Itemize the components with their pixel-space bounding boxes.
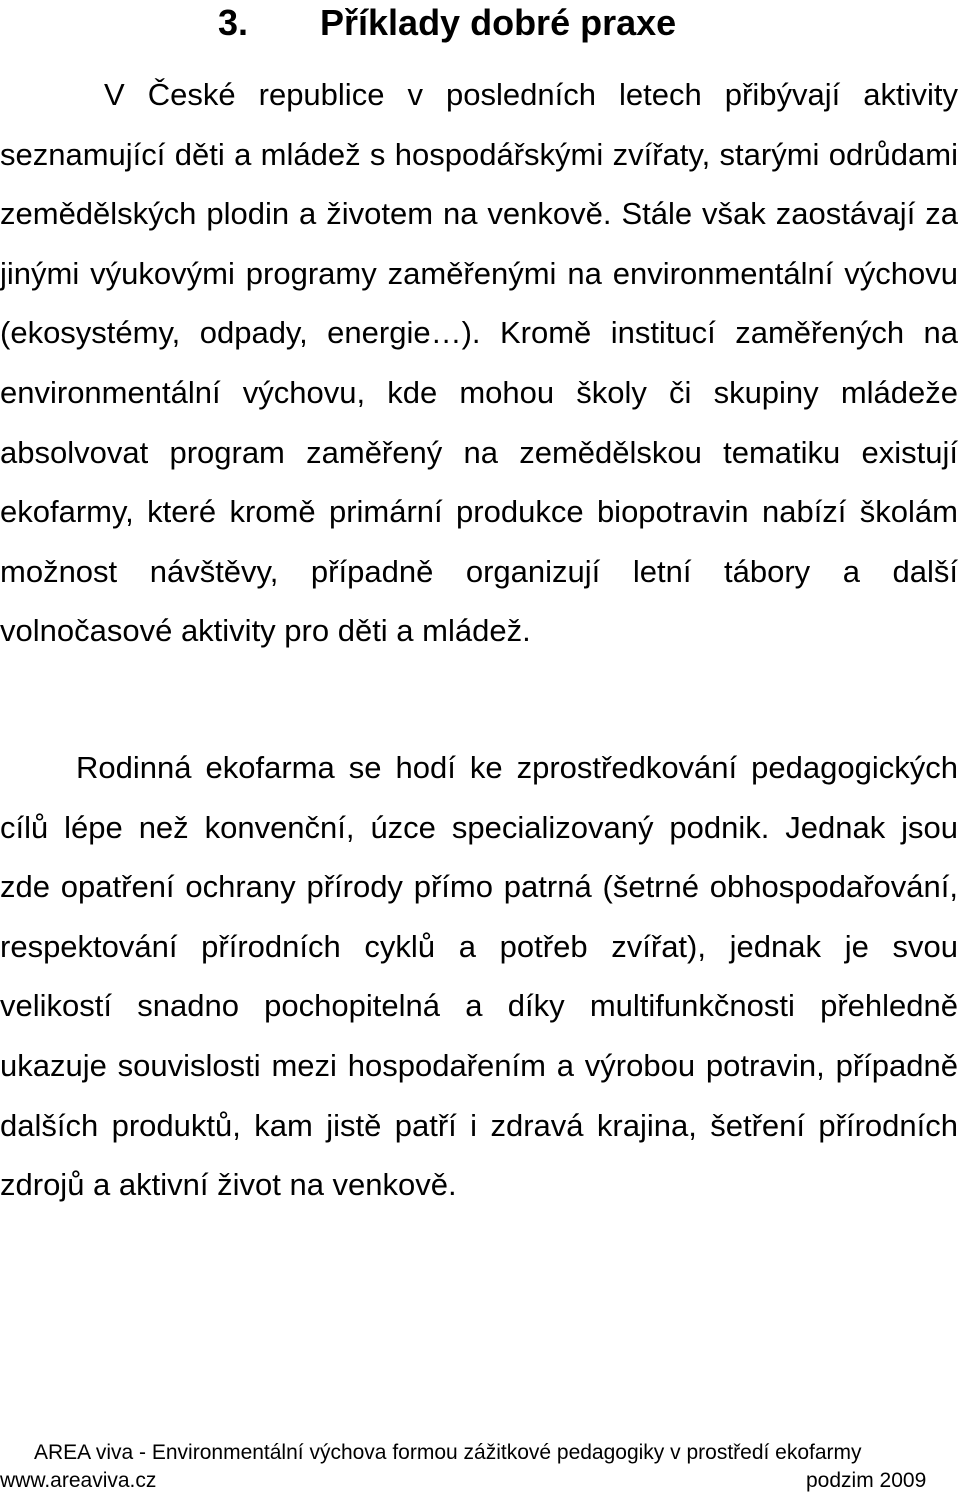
section-number: 3.	[218, 2, 249, 43]
section-title: Příklady dobré praxe	[320, 2, 677, 43]
paragraph-2: Rodinná ekofarma se hodí ke zprostředkování pedagogických cílů lépe než konvenční, úzce specializovaný podnik. Jednak jsou zde opatření ochrany přírody přímo patrná (šetrné obhospodařování, respektování přírodních cyklů a potřeb zvířat), jednak je svou velikostí snadno pochopitelná a díky multifunkčnosti přehledně ukazuje souvislosti mezi hospodařením a výrobou potravin, případně dalších produktů, kam jistě patří i zdravá krajina, šetření přírodních zdrojů a aktivní život na venkově.	[0, 750, 958, 1203]
footer-title: AREA viva - Environmentální výchova formou zážitkové pedagogiky v prostředí ekofarmy	[34, 1441, 862, 1464]
paragraph-1: V České republice v posledních letech přibývají aktivity seznamující děti a mládež s hospodářskými zvířaty, starými odrůdami zemědělských plodin a životem na venkově. Stále však zaostávají za jinými výukovými programy zaměřenými na environmentální výchovu (ekosystémy, odpady, energie…). Kromě institucí zaměřených na environmentální výchovu, kde mohou školy či skupiny mládeže absolvovat program zaměřený na zemědělskou tematiku existují ekofarmy, které kromě primární produkce biopotravin nabízí školám možnost návštěvy, případně organizují letní tábory a další volnočasové aktivity pro děti a mládež.	[0, 77, 958, 649]
section-heading	[0, 0, 960, 46]
footer-url: www.areaviva.cz	[0, 1469, 157, 1492]
footer-date: podzim 2009	[806, 1469, 927, 1492]
